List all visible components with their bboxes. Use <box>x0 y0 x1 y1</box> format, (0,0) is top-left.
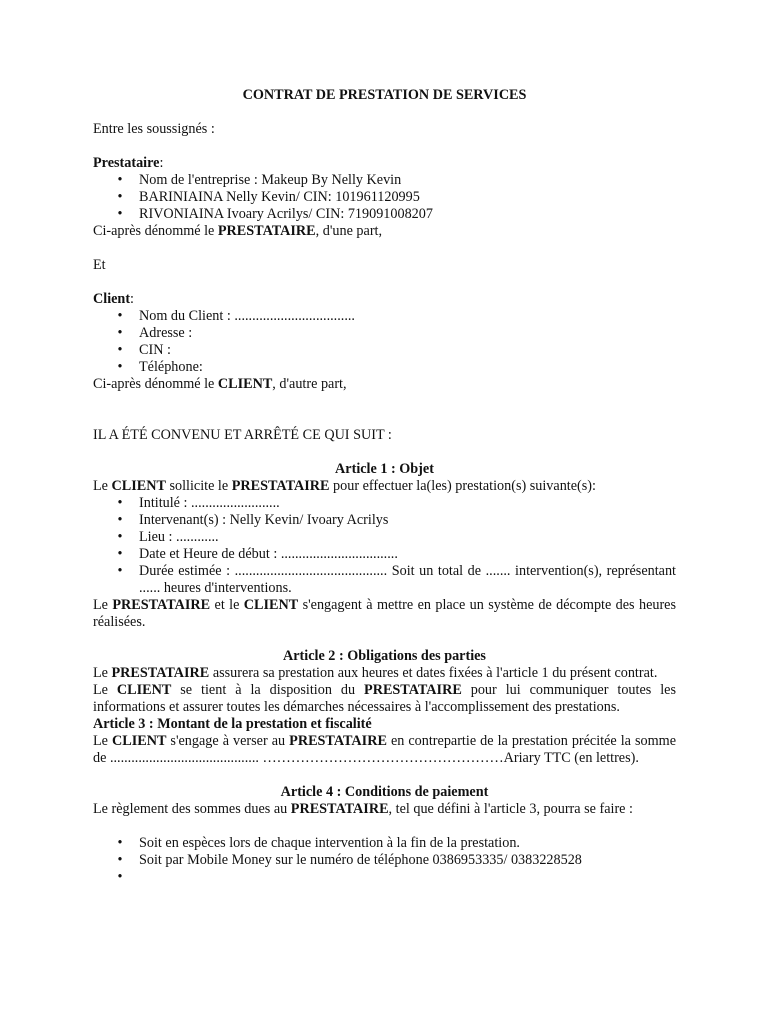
list-item <box>93 308 676 325</box>
list-item <box>93 172 676 189</box>
bullet-icon: • <box>117 529 123 545</box>
bullet-icon: • <box>117 852 123 868</box>
bullet-icon: • <box>117 563 123 579</box>
provider-item-person-1: BARINIAINA Nelly Kevin/ CIN: 101961120995 <box>139 189 420 205</box>
article-1-item-speakers: Intervenant(s) : Nelly Kevin/ Ivoary Acrilys <box>139 512 389 528</box>
article-1-item-place: Lieu : ............ <box>139 529 219 545</box>
article-4-item-cash: Soit en espèces lors de chaque intervention à la fin de la prestation. <box>139 835 520 851</box>
article-4-list <box>93 835 676 886</box>
article-2-title: Article 2 : Obligations des parties <box>283 648 486 664</box>
bold-run: PRESTATAIRE <box>289 733 387 749</box>
bullet-icon: • <box>117 869 123 885</box>
text-run: se tient à la disposition du <box>171 682 365 698</box>
bullet-icon: • <box>117 359 123 375</box>
article-3-title: Article 3 : Montant de la prestation et fiscalité <box>93 716 372 732</box>
article-2-paragraph-1 <box>93 665 676 682</box>
text-run: Ci-après dénommé le <box>93 376 218 392</box>
bullet-icon: • <box>117 835 123 851</box>
text-run: et le <box>210 597 244 613</box>
list-item <box>93 835 676 852</box>
article-1-item-duration: Durée estimée : ........................................... Soit un total de ....... intervention(s), représentant ...... heures d'interventions. <box>139 563 676 596</box>
bullet-icon: • <box>117 342 123 358</box>
bold-run: PRESTATAIRE <box>112 597 211 613</box>
list-item <box>93 206 676 223</box>
article-1-item-start: Date et Heure de début : ................................. <box>139 546 398 562</box>
list-item <box>93 342 676 359</box>
text-run: Le <box>93 682 117 698</box>
list-item <box>93 852 676 869</box>
bullet-icon: • <box>117 189 123 205</box>
bullet-icon: • <box>117 325 123 341</box>
article-1-closing <box>93 597 676 631</box>
and-line: Et <box>93 257 106 273</box>
text-run: Le <box>93 597 113 613</box>
text-run: s'engage à verser au <box>166 733 290 749</box>
text-run: en contrepartie de la prestation précitée la somme de .......................................... ……………………………………………Ariary TTC (en lettres). <box>93 733 676 766</box>
text-run: sollicite le <box>165 478 232 494</box>
text-run: Le <box>93 665 112 681</box>
bold-run: CLIENT <box>243 597 299 613</box>
bullet-icon: • <box>117 512 123 528</box>
bullet-icon: • <box>117 172 123 188</box>
list-item <box>93 189 676 206</box>
provider-item-person-2: RIVONIAINA Ivoary Acrilys/ CIN: 719091008207 <box>139 206 433 222</box>
client-list <box>93 308 676 376</box>
text-run: Ci-après dénommé le <box>93 223 218 239</box>
bold-run: CLIENT <box>111 478 166 494</box>
bullet-icon: • <box>117 206 123 222</box>
text-run: , tel que défini à l'article 3, pourra se faire : <box>388 801 633 817</box>
text-run: , d'autre part, <box>272 376 347 392</box>
list-item <box>93 512 676 529</box>
between-line: Entre les soussignés : <box>93 121 215 137</box>
article-2-paragraph-2 <box>93 682 676 716</box>
client-item-cin: CIN : <box>139 342 171 358</box>
provider-item-company: Nom de l'entreprise : Makeup By Nelly Kevin <box>139 172 402 188</box>
article-1-list <box>93 495 676 597</box>
article-1-item-title: Intitulé : ......................... <box>139 495 280 511</box>
article-4-title: Article 4 : Conditions de paiement <box>280 784 489 800</box>
list-item <box>93 495 676 512</box>
client-label: Client <box>93 291 131 307</box>
agreed-line: IL A ÉTÉ CONVENU ET ARRÊTÉ CE QUI SUIT : <box>93 427 392 443</box>
article-1-title: Article 1 : Objet <box>335 461 434 477</box>
contract-title: CONTRAT DE PRESTATION DE SERVICES <box>242 87 527 103</box>
article-4-paragraph <box>93 801 676 818</box>
text-run: pour effectuer la(les) prestation(s) suivante(s): <box>329 478 596 494</box>
list-item <box>93 869 676 886</box>
article-4-item-mobile-money: Soit par Mobile Money sur le numéro de téléphone 0386953335/ 0383228528 <box>139 852 582 868</box>
text-run: Le règlement des sommes dues au <box>93 801 291 817</box>
provider-heading <box>93 155 676 172</box>
provider-colon: : <box>159 155 164 171</box>
text-run: assurera sa prestation aux heures et dates fixées à l'article 1 du présent contrat. <box>209 665 658 681</box>
bold-run: PRESTATAIRE <box>217 223 316 239</box>
bold-run: PRESTATAIRE <box>364 682 462 698</box>
bold-run: PRESTATAIRE <box>231 478 330 494</box>
provider-list <box>93 172 676 223</box>
client-item-phone: Téléphone: <box>139 359 203 375</box>
bullet-icon: • <box>117 495 123 511</box>
bold-run: CLIENT <box>112 733 167 749</box>
list-item <box>93 529 676 546</box>
text-run: Le <box>93 478 112 494</box>
bullet-icon: • <box>117 308 123 324</box>
bold-run: CLIENT <box>116 682 172 698</box>
client-item-name: Nom du Client : .................................. <box>139 308 355 324</box>
article-3-paragraph <box>93 733 676 767</box>
text-run: pour lui communiquer toutes les informations et assurer toutes les démarches nécessaires à l'accomplissement des prestations. <box>93 682 676 715</box>
document-body <box>93 87 676 886</box>
provider-label: Prestataire <box>93 155 160 171</box>
bullet-icon: • <box>117 546 123 562</box>
client-colon: : <box>130 291 134 307</box>
text-run: , d'une part, <box>315 223 383 239</box>
list-item <box>93 325 676 342</box>
bold-run: CLIENT <box>217 376 273 392</box>
text-run: s'engagent à mettre en place un système de décompte des heures réalisées. <box>93 597 676 630</box>
bold-run: PRESTATAIRE <box>111 665 210 681</box>
text-run: Le <box>93 733 112 749</box>
client-heading <box>93 291 676 308</box>
article-1-intro <box>93 478 676 495</box>
bold-run: PRESTATAIRE <box>290 801 389 817</box>
list-item <box>93 546 676 563</box>
list-item <box>93 563 676 597</box>
provider-designation <box>93 223 676 240</box>
list-item <box>93 359 676 376</box>
client-item-address: Adresse : <box>139 325 193 341</box>
client-designation <box>93 376 676 393</box>
